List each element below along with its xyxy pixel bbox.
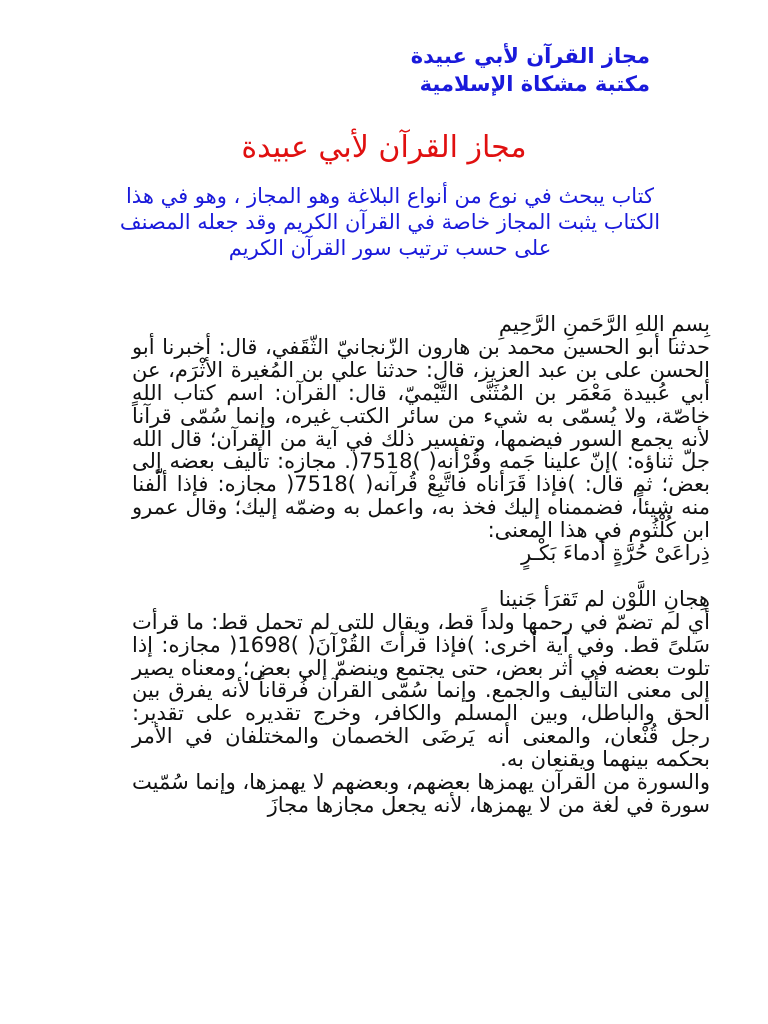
basmala: بِسمِ اللهِ الرَّحَمنِ الرَّحِيمِ — [498, 312, 710, 336]
paragraph-intro: حدثنا أبو الحسين محمد بن هارون الزّنجانيّ الثّقَفي، قال: أخبرنا أبو الحسن على بن عبد العزيز، قال: حدثنا علي بن المُغيرة الأثْرَم، عن أبي عُبيدة مَعْمَر بن المُثَنَّى التَّيْميّ، قال: القرآن: اسم كتاب الله خاصّة، ولا يُسمّى به شيء من سائر الكتب غيره، وإنما سُمّى قرآناً لأنه يجمع السور فيضمها، وتفسير ذلك في آية من القرآن؛ قال الله جلّ ثناؤه: )إنّ علينا جَمه وقُرْأنه( )7518(. مجازه: تأليف بعضه إلى بعض؛ ثم قال: )فإذا قَرَأناه فاتَّبِعْ قُرآنه( )7518( مجازه: فإذا ألّفنا منه شيئاً، فضممناه إليك فخذ به، واعمل به وضمّه إليك؛ وقال عمرو ابن كُلْثُوم في هذا المعنى: — [132, 334, 711, 543]
paragraph-surah: والسورة من القرآن يهمزها بعضهم، وبعضهم لا يهمزها، وإنما سُمّيت سورة في لغة من لا يهمزها، لأنه يجعل مجازها مجازَ — [132, 770, 710, 818]
header-library-name: مكتبة مشكاة الإسلامية — [419, 72, 650, 96]
blank-line — [132, 565, 710, 588]
header-book-title: مجاز القرآن لأبي عبيدة — [410, 44, 650, 68]
verse-line-2: هِجانِ اللَّوْن لم تَقرَأ جَنينا — [498, 586, 710, 611]
header — [90, 42, 650, 98]
page-title: مجاز القرآن لأبي عبيدة — [241, 130, 527, 165]
book-description: كتاب يبحث في نوع من أنواع البلاغة وهو المجاز ، وهو في هذا الكتاب يثبت المجاز خاصة في القرآن الكريم وقد جعله المصنف على حسب ترتيب سور القرآن الكريم — [119, 184, 661, 260]
paragraph-explanation: أي لم تضمّ في رحمها ولداً قط، ويقال للتى لم تحمل قط: ما قرأت سَلىً قط. وفي آية أخرى: )فإذا قرأتَ القُرْآنَ( )1698( مجازه: إذا تلوت بعضه في أثر بعض، حتى يجتمع وينضمّ إلى بعض؛ ومعناه يصير إلى معنى التأليف والجمع. وإنما سُمّى القرآن فُرقاناً لأنه يفرق بين الحق والباطل، وبين المسلم والكافر، وخرج تقديره على تقدير: رجل قُنْعان، والمعنى أنه يَرضَى الخصمان والمختلفان في الأمر بحكمه بينهما ويقنعان به. — [132, 609, 710, 772]
body-text — [132, 313, 710, 817]
verse-line-1: ذِراعَىْ حُرَّةٍ أدماءَ بَكْـرٍ — [521, 541, 710, 566]
